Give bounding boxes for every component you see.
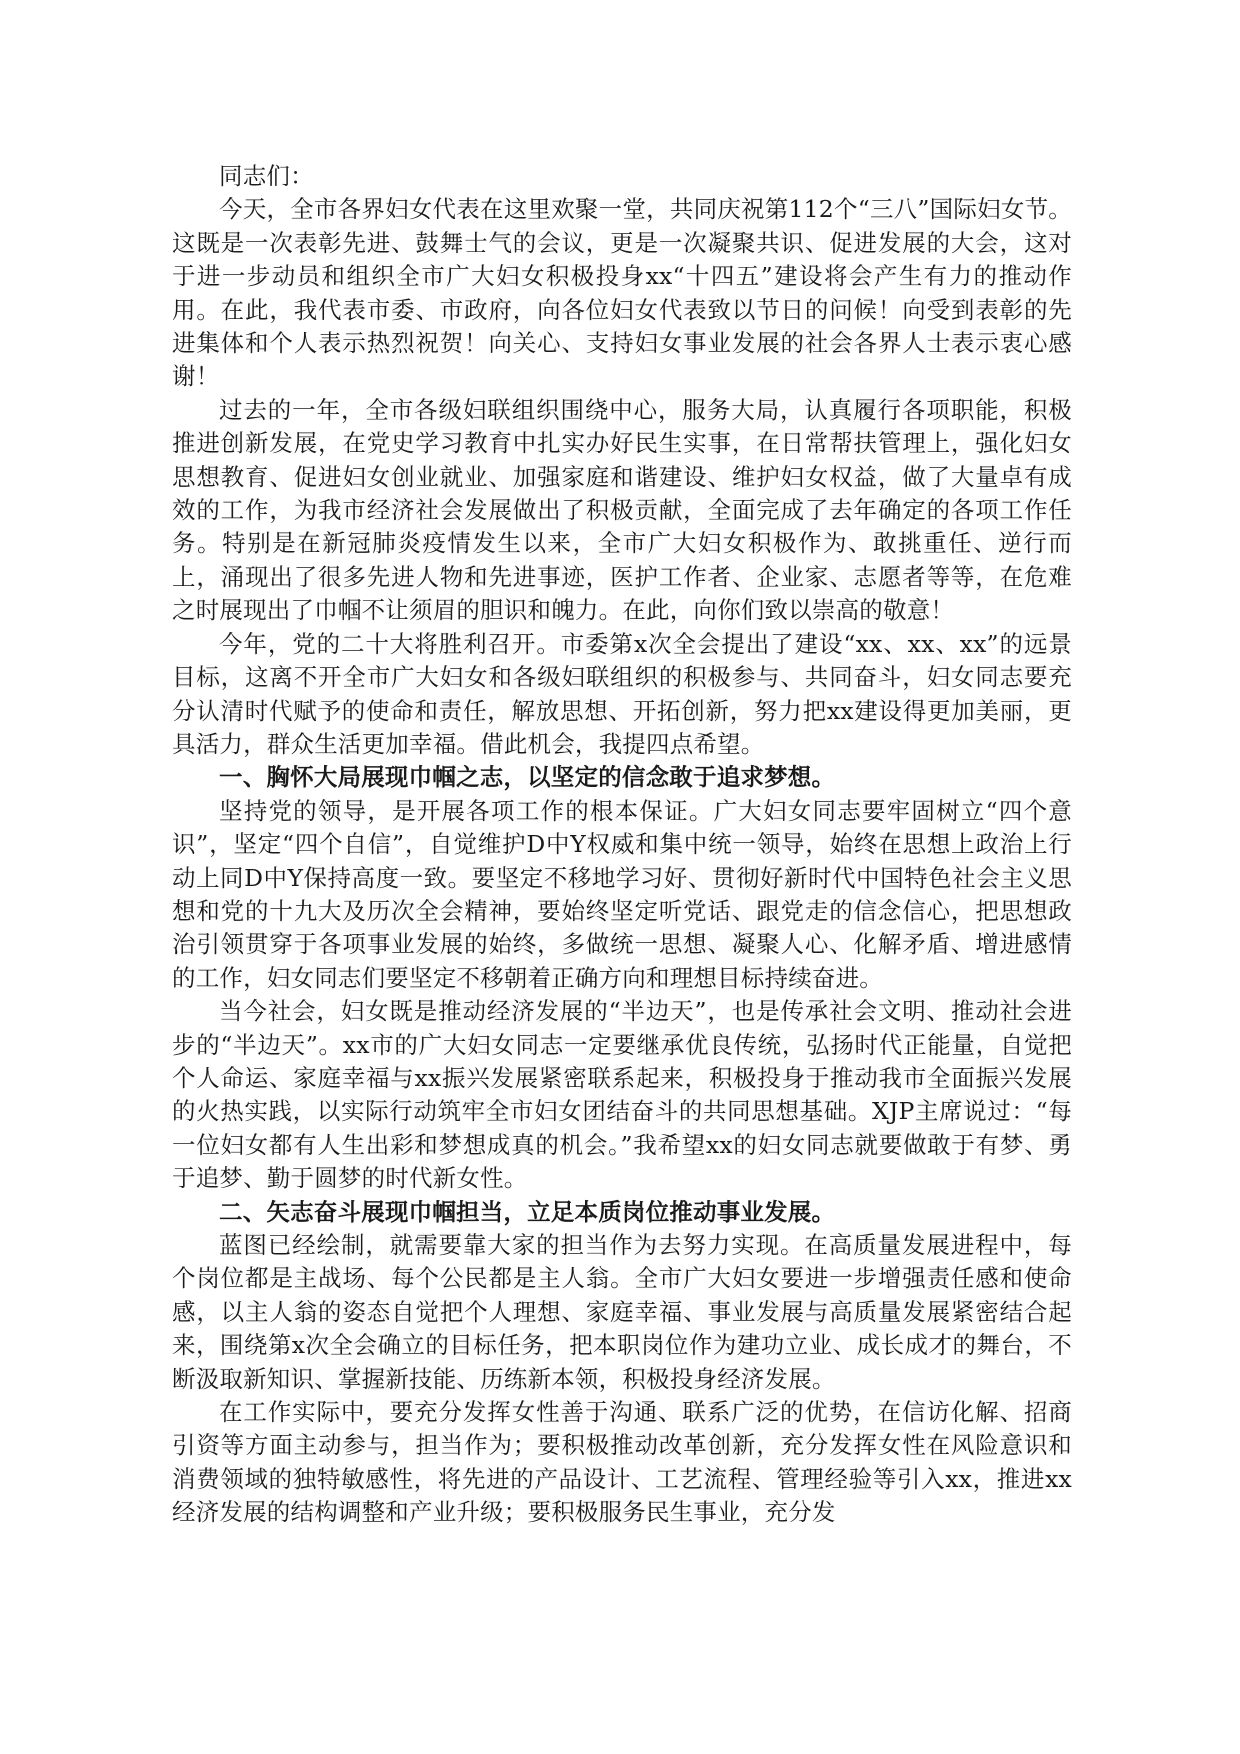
section-heading: 一、胸怀大局展现巾帼之志，以坚定的信念敢于追求梦想。 bbox=[219, 763, 836, 792]
body-paragraph: 今年，党的二十大将胜利召开。市委第x次全会提出了建设“xx、xx、xx”的远景目标，这离不开全市广大妇女和各级妇联组织的积极参与、共同奋斗，妇女同志要充分认清时代赋予的使命和责任，解放思想、开拓创新，努力把xx建设得更加美丽，更具活力，群众生活更加幸福。借此机会，我提四点希望。 bbox=[172, 629, 1072, 758]
body-paragraph: 在工作实际中，要充分发挥女性善于沟通、联系广泛的优势，在信访化解、招商引资等方面主动参与，担当作为；要积极推动改革创新，充分发挥女性在风险意识和消费领域的独特敏感性，将先进的产品设计、工艺流程、管理经验等引入xx，推进xx经济发展的结构调整和产业升级；要积极服务民生事业，充分发 bbox=[172, 1398, 1072, 1527]
salutation: 同志们： bbox=[219, 162, 314, 190]
body-paragraph: 蓝图已经绘制，就需要靠大家的担当作为去努力实现。在高质量发展进程中，每个岗位都是主战场、每个公民都是主人翁。全市广大妇女要进一步增强责任感和使命感，以主人翁的姿态自觉把个人理想、家庭幸福、事业发展与高质量发展紧密结合起来，围绕第x次全会确立的目标任务，把本职岗位作为建功立业、成长成才的舞台，不断汲取新知识、掌握新技能、历练新本领，积极投身经济发展。 bbox=[172, 1231, 1072, 1393]
body-paragraph: 当今社会，妇女既是推动经济发展的“半边天”，也是传承社会文明、推动社会进步的“半边天”。xx市的广大妇女同志一定要继承优良传统，弘扬时代正能量，自觉把个人命运、家庭幸福与xx振兴发展紧密联系起来，积极投身于推动我市全面振兴发展的火热实践，以实际行动筑牢全市妇女团结奋斗的共同思想基础。XJP主席说过：“每一位妇女都有人生出彩和梦想成真的机会。”我希望xx的妇女同志就要做敢于有梦、勇于追梦、勤于圆梦的时代新女性。 bbox=[172, 997, 1072, 1193]
body-paragraph: 坚持党的领导，是开展各项工作的根本保证。广大妇女同志要牢固树立“四个意识”，坚定“四个自信”，自觉维护D中Y权威和集中统一领导，始终在思想上政治上行动上同D中Y保持高度一致。要坚定不移地学习好、贯彻好新时代中国特色社会主义思想和党的十九大及历次全会精神，要始终坚定听党话、跟党走的信念信心，把思想政治引领贯穿于各项事业发展的始终，多做统一思想、凝聚人心、化解矛盾、增进感情的工作，妇女同志们要坚定不移朝着正确方向和理想目标持续奋进。 bbox=[172, 796, 1072, 992]
body-paragraph: 过去的一年，全市各级妇联组织围绕中心，服务大局，认真履行各项职能，积极推进创新发展，在党史学习教育中扎实办好民生实事，在日常帮扶管理上，强化妇女思想教育、促进妇女创业就业、加强家庭和谐建设、维护妇女权益，做了大量卓有成效的工作，为我市经济社会发展做出了积极贡献，全面完成了去年确定的各项工作任务。特别是在新冠肺炎疫情发生以来，全市广大妇女积极作为、敢挑重任、逆行而上，涌现出了很多先进人物和先进事迹，医护工作者、企业家、志愿者等等，在危难之时展现出了巾帼不让须眉的胆识和魄力。在此，向你们致以崇高的敬意！ bbox=[172, 395, 1072, 625]
section-heading: 二、矢志奋斗展现巾帼担当，立足本质岗位推动事业发展。 bbox=[219, 1197, 836, 1226]
body-paragraph: 今天，全市各界妇女代表在这里欢聚一堂，共同庆祝第112个“三八”国际妇女节。这既是一次表彰先进、鼓舞士气的会议，更是一次凝聚共识、促进发展的大会，这对于进一步动员和组织全市广大妇女积极投身xx“十四五”建设将会产生有力的推动作用。在此，我代表市委、市政府，向各位妇女代表致以节日的问候！向受到表彰的先进集体和个人表示热烈祝贺！向关心、支持妇女事业发展的社会各界人士表示衷心感谢！ bbox=[172, 195, 1072, 391]
document-body bbox=[172, 193, 1072, 1529]
